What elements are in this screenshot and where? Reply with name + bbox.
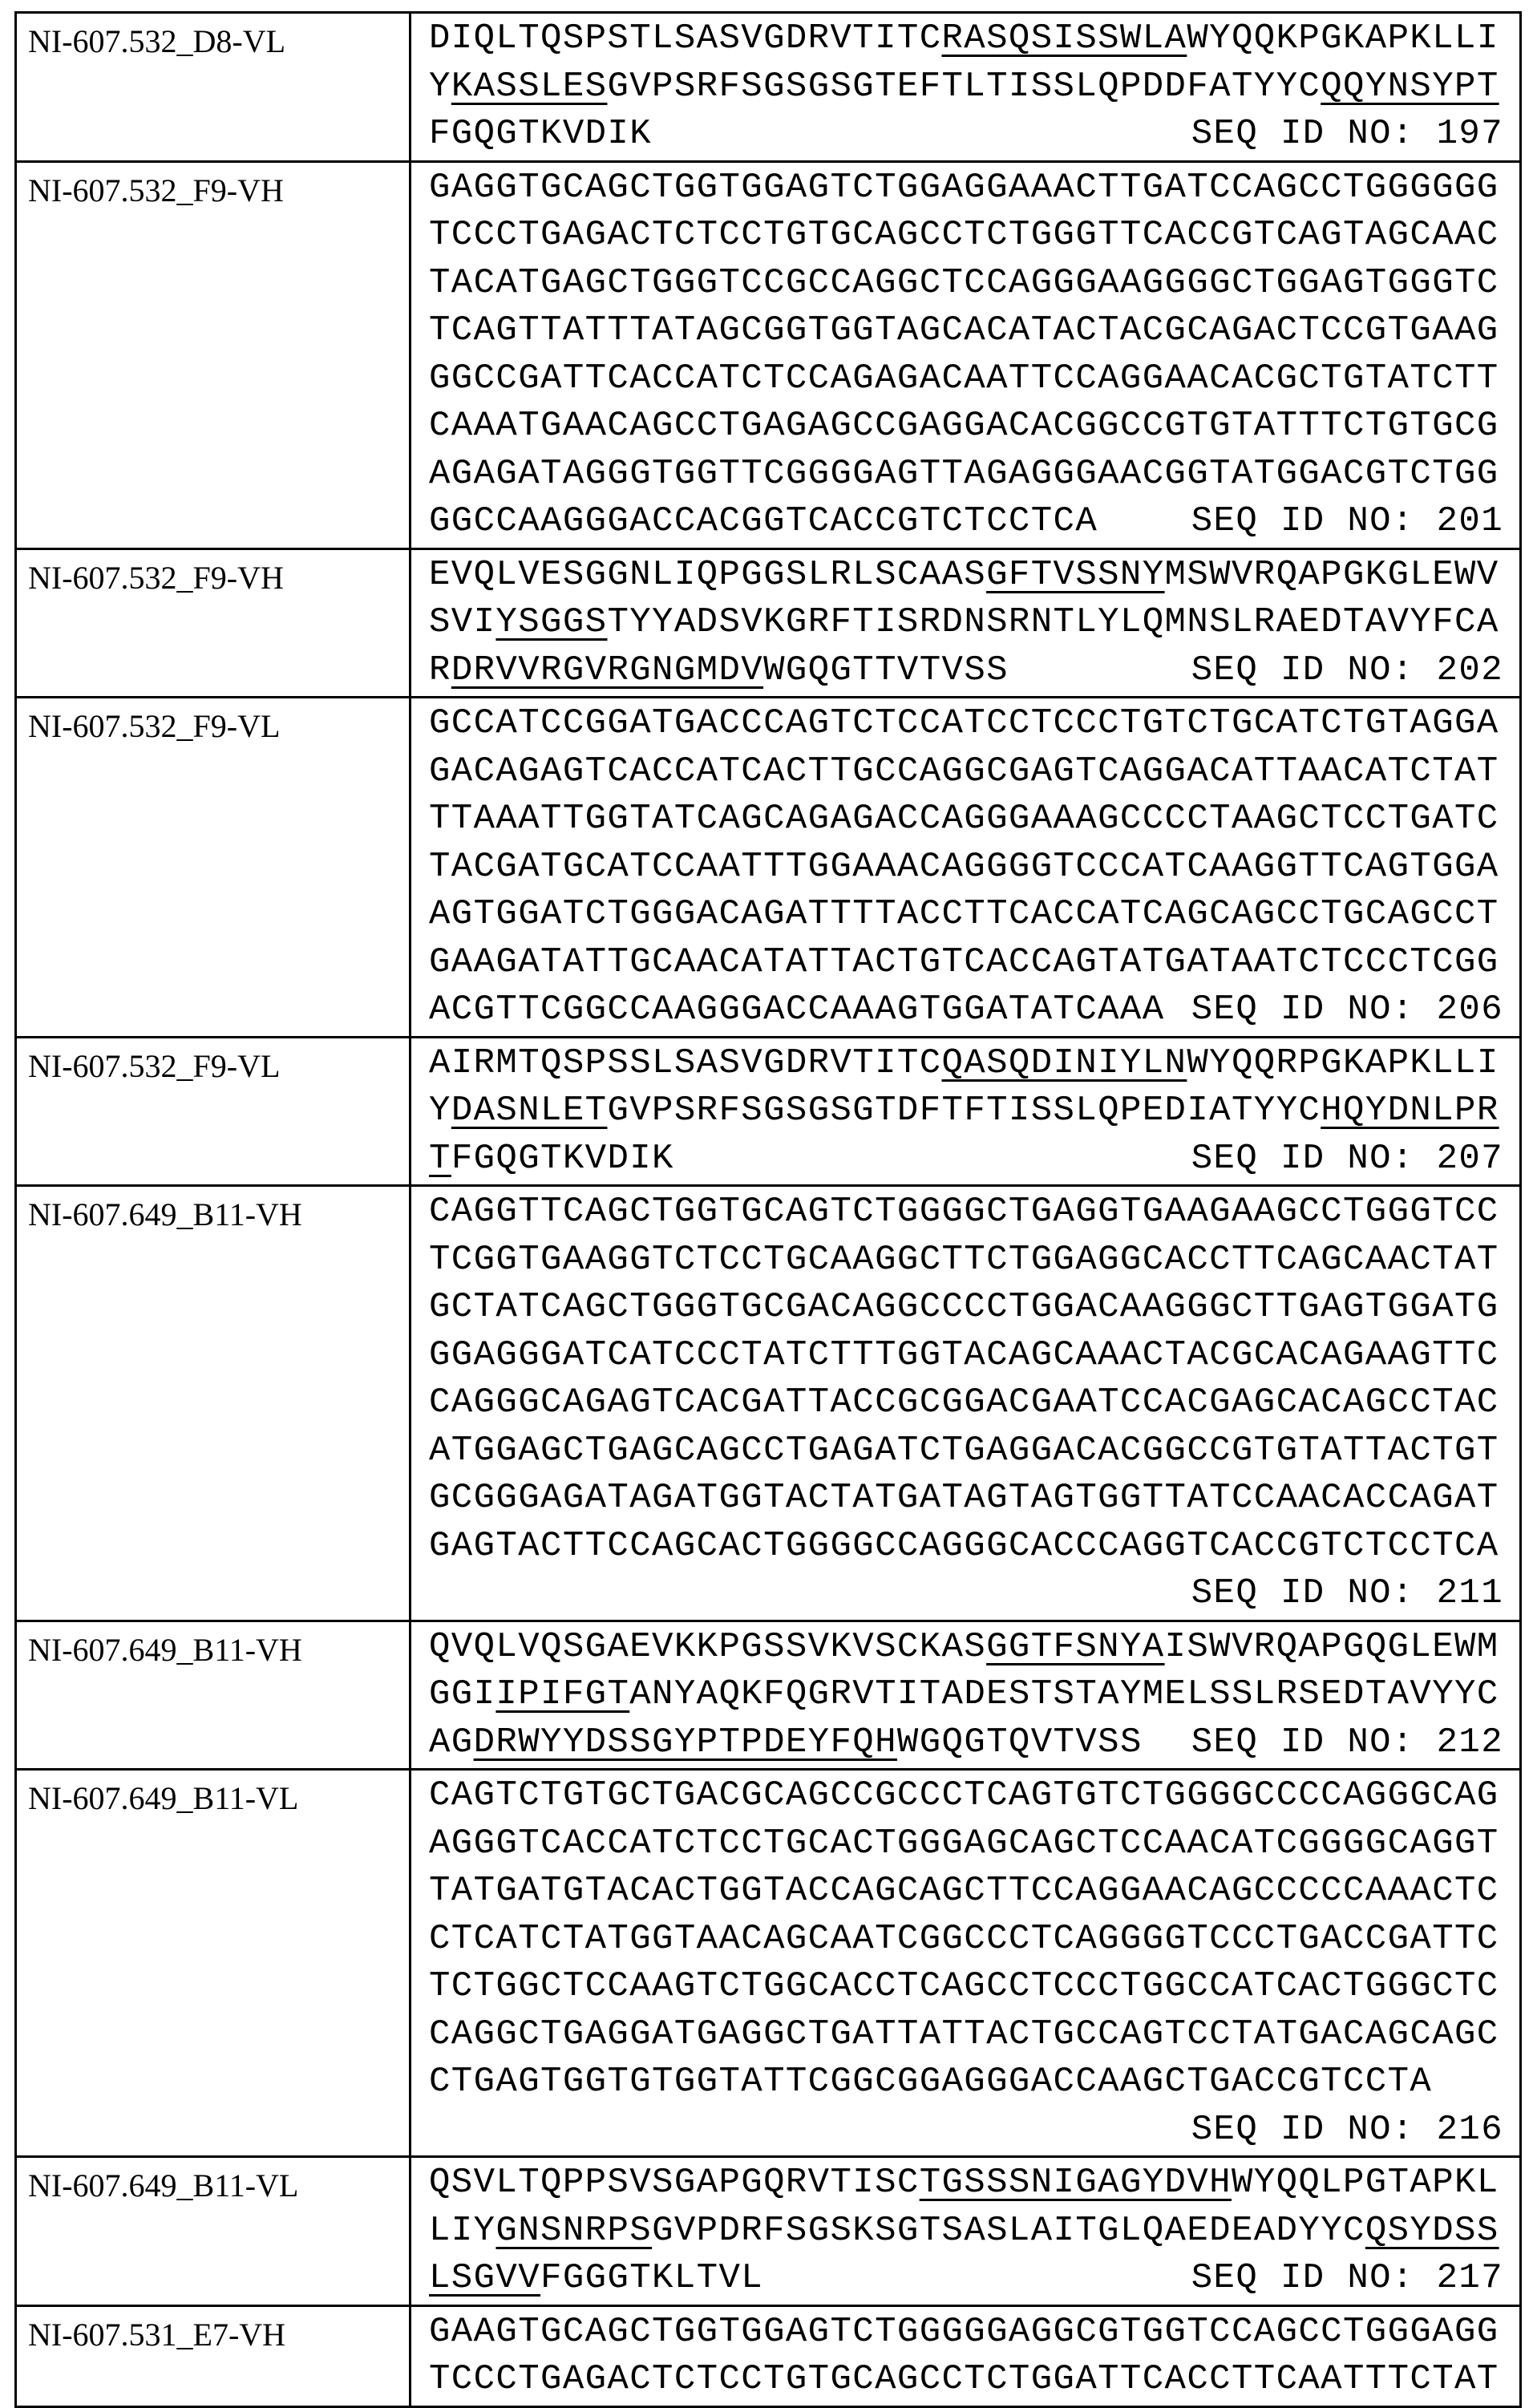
sequence-line [429, 307, 1503, 355]
sequence-text [429, 2309, 1499, 2357]
table-row [16, 1770, 1521, 2157]
seq-id-label: SEQ ID NO: 207 [1191, 1135, 1503, 1184]
table-row [16, 698, 1521, 1038]
sequence-segment: AGTGGATCTGGGACAGATTTTACCTTCACCATCAGCAGCCTGCAGCCT [429, 894, 1499, 934]
sequence-line [429, 1087, 1503, 1135]
seq-id-label: SEQ ID NO: 202 [1191, 647, 1503, 695]
sequence-text [429, 1916, 1499, 1964]
sequence-text [429, 111, 652, 159]
sequence-text [429, 2011, 1499, 2059]
sequence-text [429, 451, 1499, 499]
sequence-segment: GGCCAAGGGACCACGGTCACCGTCTCCTCA [429, 501, 1098, 541]
sequence-segment: AIRMTQSPSSLSASVGDRVTITC [429, 1043, 942, 1083]
sequence-segment: TACATGAGCTGGGTCCGCCAGGCTCCAGGGAAGGGGCTGGAGTGGGTC [429, 263, 1499, 303]
sequence-segment: TACGATGCATCCAATTTGGAAACAGGGGTCCCATCAAGGTTCAGTGGA [429, 847, 1499, 887]
sequence-segment: AGGGTCACCATCTCCTGCACTGGGAGCAGCTCCAACATCGGGGCAGGT [429, 1823, 1499, 1864]
cdr-underlined-segment: DRWYYDSSGYPTPDEYFQH [474, 1722, 897, 1762]
sequence-text [429, 1135, 674, 1184]
sequence-segment: GVPDRFSGSKSGTSASLAITGLQAEDEADYYC [652, 2211, 1365, 2251]
cdr-underlined-segment: LSGVV [429, 2258, 540, 2298]
sequence-line [429, 986, 1503, 1034]
table-row [16, 13, 1521, 162]
sequence-segment: WGQGTTVTVSS [763, 650, 1009, 690]
sequence-line [429, 2058, 1503, 2106]
sequence-segment: GVPSRFSGSGSGTDFTFTISSLQPEDIATYYC [607, 1091, 1321, 1131]
sequence-line [429, 1963, 1503, 2011]
sequence-text [429, 1475, 1499, 1523]
sequence-segment: GAAGATATTGCAACATATTACTGTCACCAGTATGATAATCTCCCTCGG [429, 942, 1499, 982]
antibody-label: NI-607.649_B11-VH [16, 1186, 411, 1621]
sequence-line [429, 748, 1503, 796]
cdr-underlined-segment: GFTVSSNY [986, 555, 1164, 595]
sequence-text [429, 2208, 1499, 2256]
sequence-segment: TATGATGTACACTGGTACCAGCAGCTTCCAGGAACAGCCCCCAAACTC [429, 1871, 1499, 1911]
sequence-segment: GGI [429, 1674, 495, 1714]
sequence-segment: DIQLTQSPSTLSASVGDRVTITC [429, 18, 942, 59]
table-row [16, 2157, 1521, 2306]
sequence-segment: GCGGGAGATAGATGGTACTATGATAGTAGTGGTTATCCAACACCAGAT [429, 1478, 1499, 1518]
seq-id-label: SEQ ID NO: 197 [1191, 111, 1503, 159]
sequence-text [429, 795, 1499, 844]
cdr-underlined-segment: GNSNRPS [495, 2211, 652, 2251]
sequence-line [429, 355, 1503, 403]
sequence-text [429, 1040, 1499, 1088]
sequence-cell [411, 1770, 1521, 2157]
cdr-underlined-segment: QASQDINIYLN [942, 1043, 1187, 1083]
sequence-segment: WYQQRPGKAPKLLI [1187, 1043, 1499, 1083]
antibody-label: NI-607.532_F9-VL [16, 698, 411, 1038]
sequence-text [429, 1332, 1499, 1380]
sequence-line [429, 2159, 1503, 2208]
sequence-segment: TTAAATTGGTATCAGCAGAGACCAGGGAAAGCCCCTAAGCTCCTGATC [429, 799, 1499, 839]
sequence-text [429, 63, 1499, 111]
sequence-segment: QSVLTQPPSVSGAPGQRVTISC [429, 2163, 920, 2203]
sequence-line [429, 1820, 1503, 1868]
sequence-line [429, 15, 1503, 63]
sequence-segment: QVQLVQSGAEVKKPGSSVKVSCKAS [429, 1627, 986, 1667]
sequence-segment: EVQLVESGGNLIQPGGSLRLSCAAS [429, 555, 986, 595]
sequence-segment: FGQGTKVDIK [429, 114, 652, 154]
sequence-line [429, 891, 1503, 939]
seq-id-label: SEQ ID NO: 201 [1191, 498, 1503, 546]
sequence-segment: GCTATCAGCTGGGTGCGACAGGCCCCTGGACAAGGGCTTGAGTGGATG [429, 1287, 1499, 1327]
sequence-segment: CAAATGAACAGCCTGAGAGCCGAGGACACGGCCGTGTATTTCTGTGCG [429, 406, 1499, 446]
sequence-line [429, 552, 1503, 600]
sequence-text [429, 599, 1499, 647]
table-row [16, 1621, 1521, 1770]
sequence-cell [411, 548, 1521, 698]
seq-id-label: SEQ ID NO: 212 [1191, 1719, 1503, 1767]
antibody-label: NI-607.649_B11-VH [16, 1621, 411, 1770]
sequence-line [429, 1624, 1503, 1672]
sequence-text [429, 212, 1499, 260]
sequence-line [429, 1475, 1503, 1523]
seq-id-label: SEQ ID NO: 206 [1191, 986, 1503, 1034]
sequence-text [429, 647, 1009, 695]
sequence-text [429, 986, 1165, 1034]
sequence-line [429, 939, 1503, 987]
sequence-segment: R [429, 650, 451, 690]
sequence-segment: GGAGGGATCATCCCTATCTTTGGTACAGCAAACTACGCACAGAAGTTC [429, 1335, 1499, 1375]
sequence-segment: TCGGTGAAGGTCTCCTGCAAGGCTTCTGGAGGCACCTTCAGCAACTAT [429, 1240, 1499, 1280]
table-row [16, 1037, 1521, 1186]
sequence-cell [411, 698, 1521, 1038]
sequence-table [14, 11, 1522, 2408]
sequence-line [429, 1332, 1503, 1380]
seq-id-label: SEQ ID NO: 217 [1191, 2255, 1503, 2303]
cdr-underlined-segment: IPIFGT [495, 1674, 629, 1714]
sequence-cell [411, 1037, 1521, 1186]
sequence-line [429, 700, 1503, 748]
sequence-line [429, 212, 1503, 260]
sequence-line [429, 2011, 1503, 2059]
sequence-line [429, 647, 1503, 695]
sequence-segment: Y [429, 1091, 451, 1131]
sequence-text [429, 1963, 1499, 2011]
sequence-segment: LIY [429, 2211, 495, 2251]
sequence-line [429, 2309, 1503, 2357]
sequence-line [429, 1916, 1503, 1964]
sequence-text [429, 1379, 1499, 1427]
sequence-cell [411, 1186, 1521, 1621]
sequence-text [429, 1868, 1499, 1916]
sequence-text [429, 260, 1499, 308]
sequence-segment: CTCATCTATGGTAACAGCAATCGGCCCTCAGGGGTCCCTGACCGATTC [429, 1919, 1499, 1959]
antibody-label: NI-607.532_F9-VL [16, 1037, 411, 1186]
sequence-line [429, 1135, 1503, 1184]
sequence-text [429, 1284, 1499, 1332]
sequence-line [429, 498, 1503, 546]
cdr-underlined-segment: QSYDSS [1365, 2211, 1499, 2251]
sequence-text [429, 1188, 1499, 1236]
sequence-segment: GGCCGATTCACCATCTCCAGAGACAATTCCAGGAACACGCTGTATCTT [429, 358, 1499, 399]
sequence-text [429, 1523, 1499, 1571]
sequence-text [429, 15, 1499, 63]
sequence-segment: ATGGAGCTGAGCAGCCTGAGATCTGAGGACACGGCCGTGTATTACTGT [429, 1431, 1499, 1471]
sequence-text [429, 164, 1499, 212]
sequence-segment: GAAGTGCAGCTGGTGGAGTCTGGGGGAGGCGTGGTCCAGCCTGGGAGG [429, 2312, 1499, 2352]
sequence-segment: ANYAQKFQGRVTITADESTSTAYMELSSLRSEDTAVYYC [629, 1674, 1499, 1714]
sequence-segment: AGAGATAGGGTGGTTCGGGGAGTTAGAGGGAACGGTATGGACGTCTGG [429, 454, 1499, 494]
sequence-segment: ISWVRQAPGQGLEWM [1165, 1627, 1499, 1667]
sequence-text [429, 355, 1499, 403]
sequence-text [429, 1236, 1499, 1285]
sequence-text [429, 403, 1499, 451]
sequence-segment: CTGAGTGGTGTGGTATTCGGCGGAGGGACCAAGCTGACCGTCCTA [429, 2062, 1432, 2102]
sequence-line [429, 111, 1503, 159]
table-row [16, 2305, 1521, 2406]
sequence-segment: Y [429, 67, 451, 107]
sequence-segment: FGQGTKVDIK [451, 1139, 674, 1179]
sequence-segment: GCCATCCGGATGACCCAGTCTCCATCCTCCCTGTCTGCATCTGTAGGA [429, 703, 1499, 743]
sequence-text [429, 2159, 1499, 2208]
sequence-line [429, 1523, 1503, 1571]
cdr-underlined-segment: YSGGS [495, 602, 607, 642]
sequence-text [429, 1087, 1499, 1135]
cdr-underlined-segment: RASQSISSWLA [942, 18, 1187, 59]
sequence-segment: CAGGCTGAGGATGAGGCTGATTATTACTGCCAGTCCTATGACAGCAGC [429, 2014, 1499, 2054]
sequence-segment: SVI [429, 602, 495, 642]
sequence-line [429, 2208, 1503, 2256]
sequence-text [429, 844, 1499, 892]
seq-id-label: SEQ ID NO: 211 [1191, 1570, 1503, 1618]
sequence-line [429, 1427, 1503, 1475]
sequence-segment: GAGTACTTCCAGCACTGGGGCCAGGGCACCCAGGTCACCGTCTCCTCA [429, 1526, 1499, 1566]
sequence-line [429, 1188, 1503, 1236]
sequence-text [429, 939, 1499, 987]
sequence-segment: FGGGTKLTVL [540, 2258, 763, 2298]
sequence-segment: GAGGTGCAGCTGGTGGAGTCTGGAGGAAACTTGATCCAGCCTGGGGGG [429, 168, 1499, 208]
sequence-line [429, 1671, 1503, 1719]
sequence-segment: TCCCTGAGACTCTCCTGTGCAGCCTCTGGGTTCACCGTCAGTAGCAAC [429, 215, 1499, 255]
sequence-line [429, 1772, 1503, 1820]
sequence-line [429, 1719, 1503, 1767]
sequence-line [429, 1570, 1503, 1618]
sequence-segment: TCTGGCTCCAAGTCTGGCACCTCAGCCTCCCTGGCCATCACTGGGCTC [429, 1966, 1499, 2006]
cdr-underlined-segment: QQYNSYPT [1321, 67, 1499, 107]
table-row [16, 161, 1521, 548]
table-row [16, 548, 1521, 698]
sequence-text [429, 1624, 1499, 1672]
cdr-underlined-segment: KASSLES [451, 67, 608, 107]
antibody-label: NI-607.649_B11-VL [16, 2157, 411, 2306]
sequence-segment: CAGTCTGTGCTGACGCAGCCGCCCTCAGTGTCTGGGGCCCCAGGGCAG [429, 1775, 1499, 1815]
cdr-underlined-segment: GGTFSNYA [986, 1627, 1164, 1667]
sequence-text [429, 700, 1499, 748]
sequence-text [429, 1772, 1499, 1820]
sequence-segment: WYQQKPGKAPKLLI [1187, 18, 1499, 59]
sequence-segment: GVPSRFSGSGSGTEFTLTISSLQPDDFATYYC [607, 67, 1321, 107]
sequence-text [429, 2356, 1499, 2404]
sequence-text [429, 307, 1499, 355]
sequence-segment: TCAGTTATTTATAGCGGTGGTAGCACATACTACGCAGACTCCGTGAAG [429, 310, 1499, 350]
sequence-segment: WGQGTQVTVSS [897, 1722, 1143, 1762]
cdr-underlined-segment: DRVVRGVRGNGMDV [451, 650, 763, 690]
sequence-line [429, 1284, 1503, 1332]
sequence-line [429, 1236, 1503, 1285]
sequence-text [429, 2255, 763, 2303]
cdr-underlined-segment: TGSSSNIGAGYDVH [920, 2163, 1232, 2203]
sequence-line [429, 599, 1503, 647]
sequence-line [429, 164, 1503, 212]
sequence-cell [411, 161, 1521, 548]
sequence-line [429, 1040, 1503, 1088]
sequence-segment: CAGGTTCAGCTGGTGCAGTCTGGGGCTGAGGTGAAGAAGCCTGGGTCC [429, 1192, 1499, 1232]
sequence-line [429, 795, 1503, 844]
sequence-line [429, 451, 1503, 499]
sequence-text [429, 748, 1499, 796]
seq-id-label: SEQ ID NO: 216 [1191, 2106, 1503, 2155]
sequence-line [429, 1379, 1503, 1427]
sequence-line [429, 403, 1503, 451]
sequence-cell [411, 1621, 1521, 1770]
sequence-line [429, 63, 1503, 111]
table-row [16, 1186, 1521, 1621]
cdr-underlined-segment: T [429, 1139, 451, 1179]
sequence-line [429, 2106, 1503, 2155]
sequence-text [429, 1671, 1499, 1719]
sequence-line [429, 2356, 1503, 2404]
sequence-text [429, 2058, 1432, 2106]
sequence-text [429, 1427, 1499, 1475]
cdr-underlined-segment: DASNLET [451, 1091, 608, 1131]
sequence-line [429, 1868, 1503, 1916]
sequence-segment: MSWVRQAPGKGLEWV [1165, 555, 1499, 595]
sequence-segment: ACGTTCGGCCAAGGGACCAAAGTGGATATCAAA [429, 990, 1165, 1030]
sequence-text [429, 552, 1499, 600]
cdr-underlined-segment: HQYDNLPR [1321, 1091, 1499, 1131]
sequence-segment: TYYADSVKGRFTISRDNSRNTLYLQMNSLRAEDTAVYFCA [607, 602, 1499, 642]
antibody-label: NI-607.532_F9-VH [16, 161, 411, 548]
sequence-cell [411, 2305, 1521, 2406]
sequence-segment: CAGGGCAGAGTCACGATTACCGCGGACGAATCCACGAGCACAGCCTAC [429, 1382, 1499, 1423]
sequence-line [429, 260, 1503, 308]
sequence-segment: TCCCTGAGACTCTCCTGTGCAGCCTCTGGATTCACCTTCAATTTCTAT [429, 2359, 1499, 2399]
sequence-text [429, 1820, 1499, 1868]
sequence-text [429, 498, 1098, 546]
sequence-cell [411, 13, 1521, 162]
sequence-segment: AG [429, 1722, 474, 1762]
sequence-text [429, 1719, 1143, 1767]
sequence-line [429, 844, 1503, 892]
sequence-segment: GACAGAGTCACCATCACTTGCCAGGCGAGTCAGGACATTAACATCTAT [429, 751, 1499, 791]
sequence-cell [411, 2157, 1521, 2306]
sequence-segment: WYQQLPGTAPKL [1232, 2163, 1499, 2203]
sequence-line [429, 2255, 1503, 2303]
sequence-text [429, 891, 1499, 939]
antibody-label: NI-607.532_F9-VH [16, 548, 411, 698]
antibody-label: NI-607.532_D8-VL [16, 13, 411, 162]
antibody-label: NI-607.531_E7-VH [16, 2305, 411, 2406]
antibody-label: NI-607.649_B11-VL [16, 1770, 411, 2157]
